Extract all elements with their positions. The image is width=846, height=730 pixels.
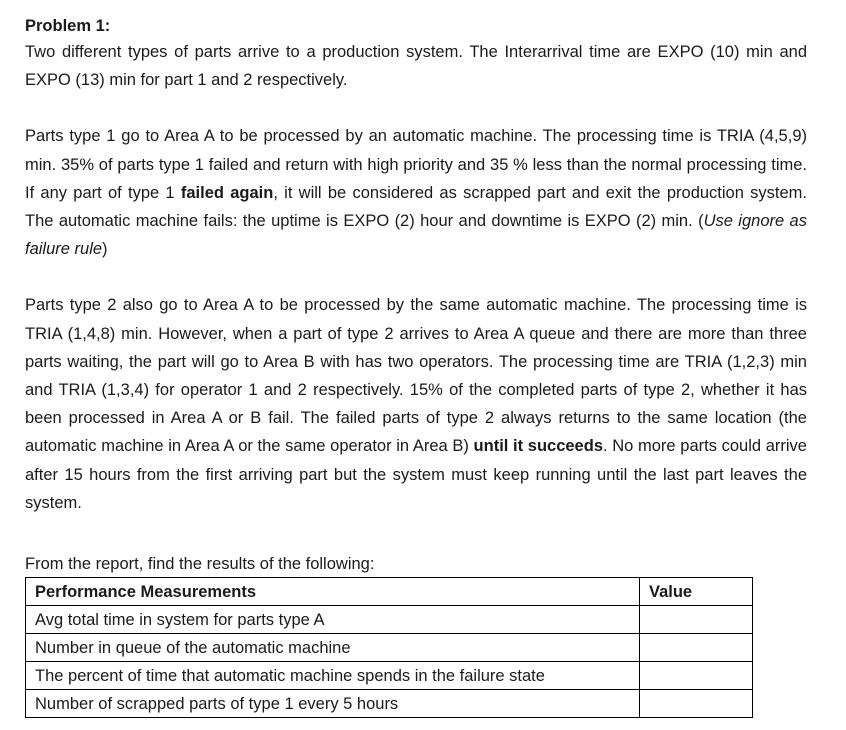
performance-table	[25, 577, 753, 718]
value-cell	[640, 690, 753, 718]
document-page	[25, 14, 807, 718]
measure-cell: Number in queue of the automatic machine	[26, 634, 640, 662]
emphasis-failure-rule: Use ignore as failure rule	[25, 212, 807, 259]
measure-cell: Number of scrapped parts of type 1 every 5 hours	[26, 690, 640, 718]
paragraph-arrivals: Two different types of parts arrive to a production system. The Interarrival time are EXPO (10) min and EXPO (13) min for part 1 and 2 respectively.	[25, 43, 807, 90]
paragraph-part-type-1-text-b: , it will be considered as scrapped part and exit the production system. The automatic machine fails: the uptime is EXPO (2) hour and downtime is EXPO (2) min. (	[25, 183, 807, 231]
table-row	[26, 662, 753, 690]
paragraph-part-type-2	[25, 291, 807, 517]
emphasis-until-it-succeeds: until it succeeds	[473, 437, 603, 456]
table-row	[26, 634, 753, 662]
paragraph-part-type-2-text-a: Parts type 2 also go to Area A to be processed by the same automatic machine. The processing time is TRIA (1,4,8) min. However, when a part of type 2 arrives to Area A queue and there are more than three parts waiting, the part will go to Area B with has two operators. The processing time are TRIA (1,2,3) min and TRIA (1,3,4) for operator 1 and 2 respectively. 15% of the completed parts of type 2, whether it has been processed in Area A or B fail. The failed parts of type 2 always returns to the same location (the automatic machine in Area A or the same operator in Area B)	[25, 296, 807, 456]
table-row	[26, 606, 753, 634]
paragraph-part-type-2-text-b: . No more parts could arrive after 15 hours from the first arriving part but the system must keep running until the last part leaves the system.	[25, 437, 807, 512]
measure-cell: The percent of time that automatic machine spends in the failure state	[26, 662, 640, 690]
value-cell	[640, 662, 753, 690]
table-row	[26, 690, 753, 718]
paragraph-part-type-1-text-c: )	[102, 240, 108, 259]
paragraph-part-type-1	[25, 122, 807, 263]
value-cell	[640, 634, 753, 662]
value-cell	[640, 606, 753, 634]
table-header-row	[26, 578, 753, 606]
emphasis-failed-again: failed again	[180, 183, 274, 202]
header-performance-measurements: Performance Measurements	[26, 578, 640, 606]
paragraph-part-type-1-text-a: Parts type 1 go to Area A to be processed by an automatic machine. The processing time is TRIA (4,5,9) min. 35% of parts type 1 failed and return with high priority and 35 % less than the normal processing time. If any part of type 1	[25, 127, 807, 202]
problem-title: Problem 1:	[25, 17, 111, 35]
report-lead-in: From the report, find the results of the following:	[25, 555, 375, 574]
header-value: Value	[640, 578, 753, 606]
measure-cell: Avg total time in system for parts type A	[26, 606, 640, 634]
